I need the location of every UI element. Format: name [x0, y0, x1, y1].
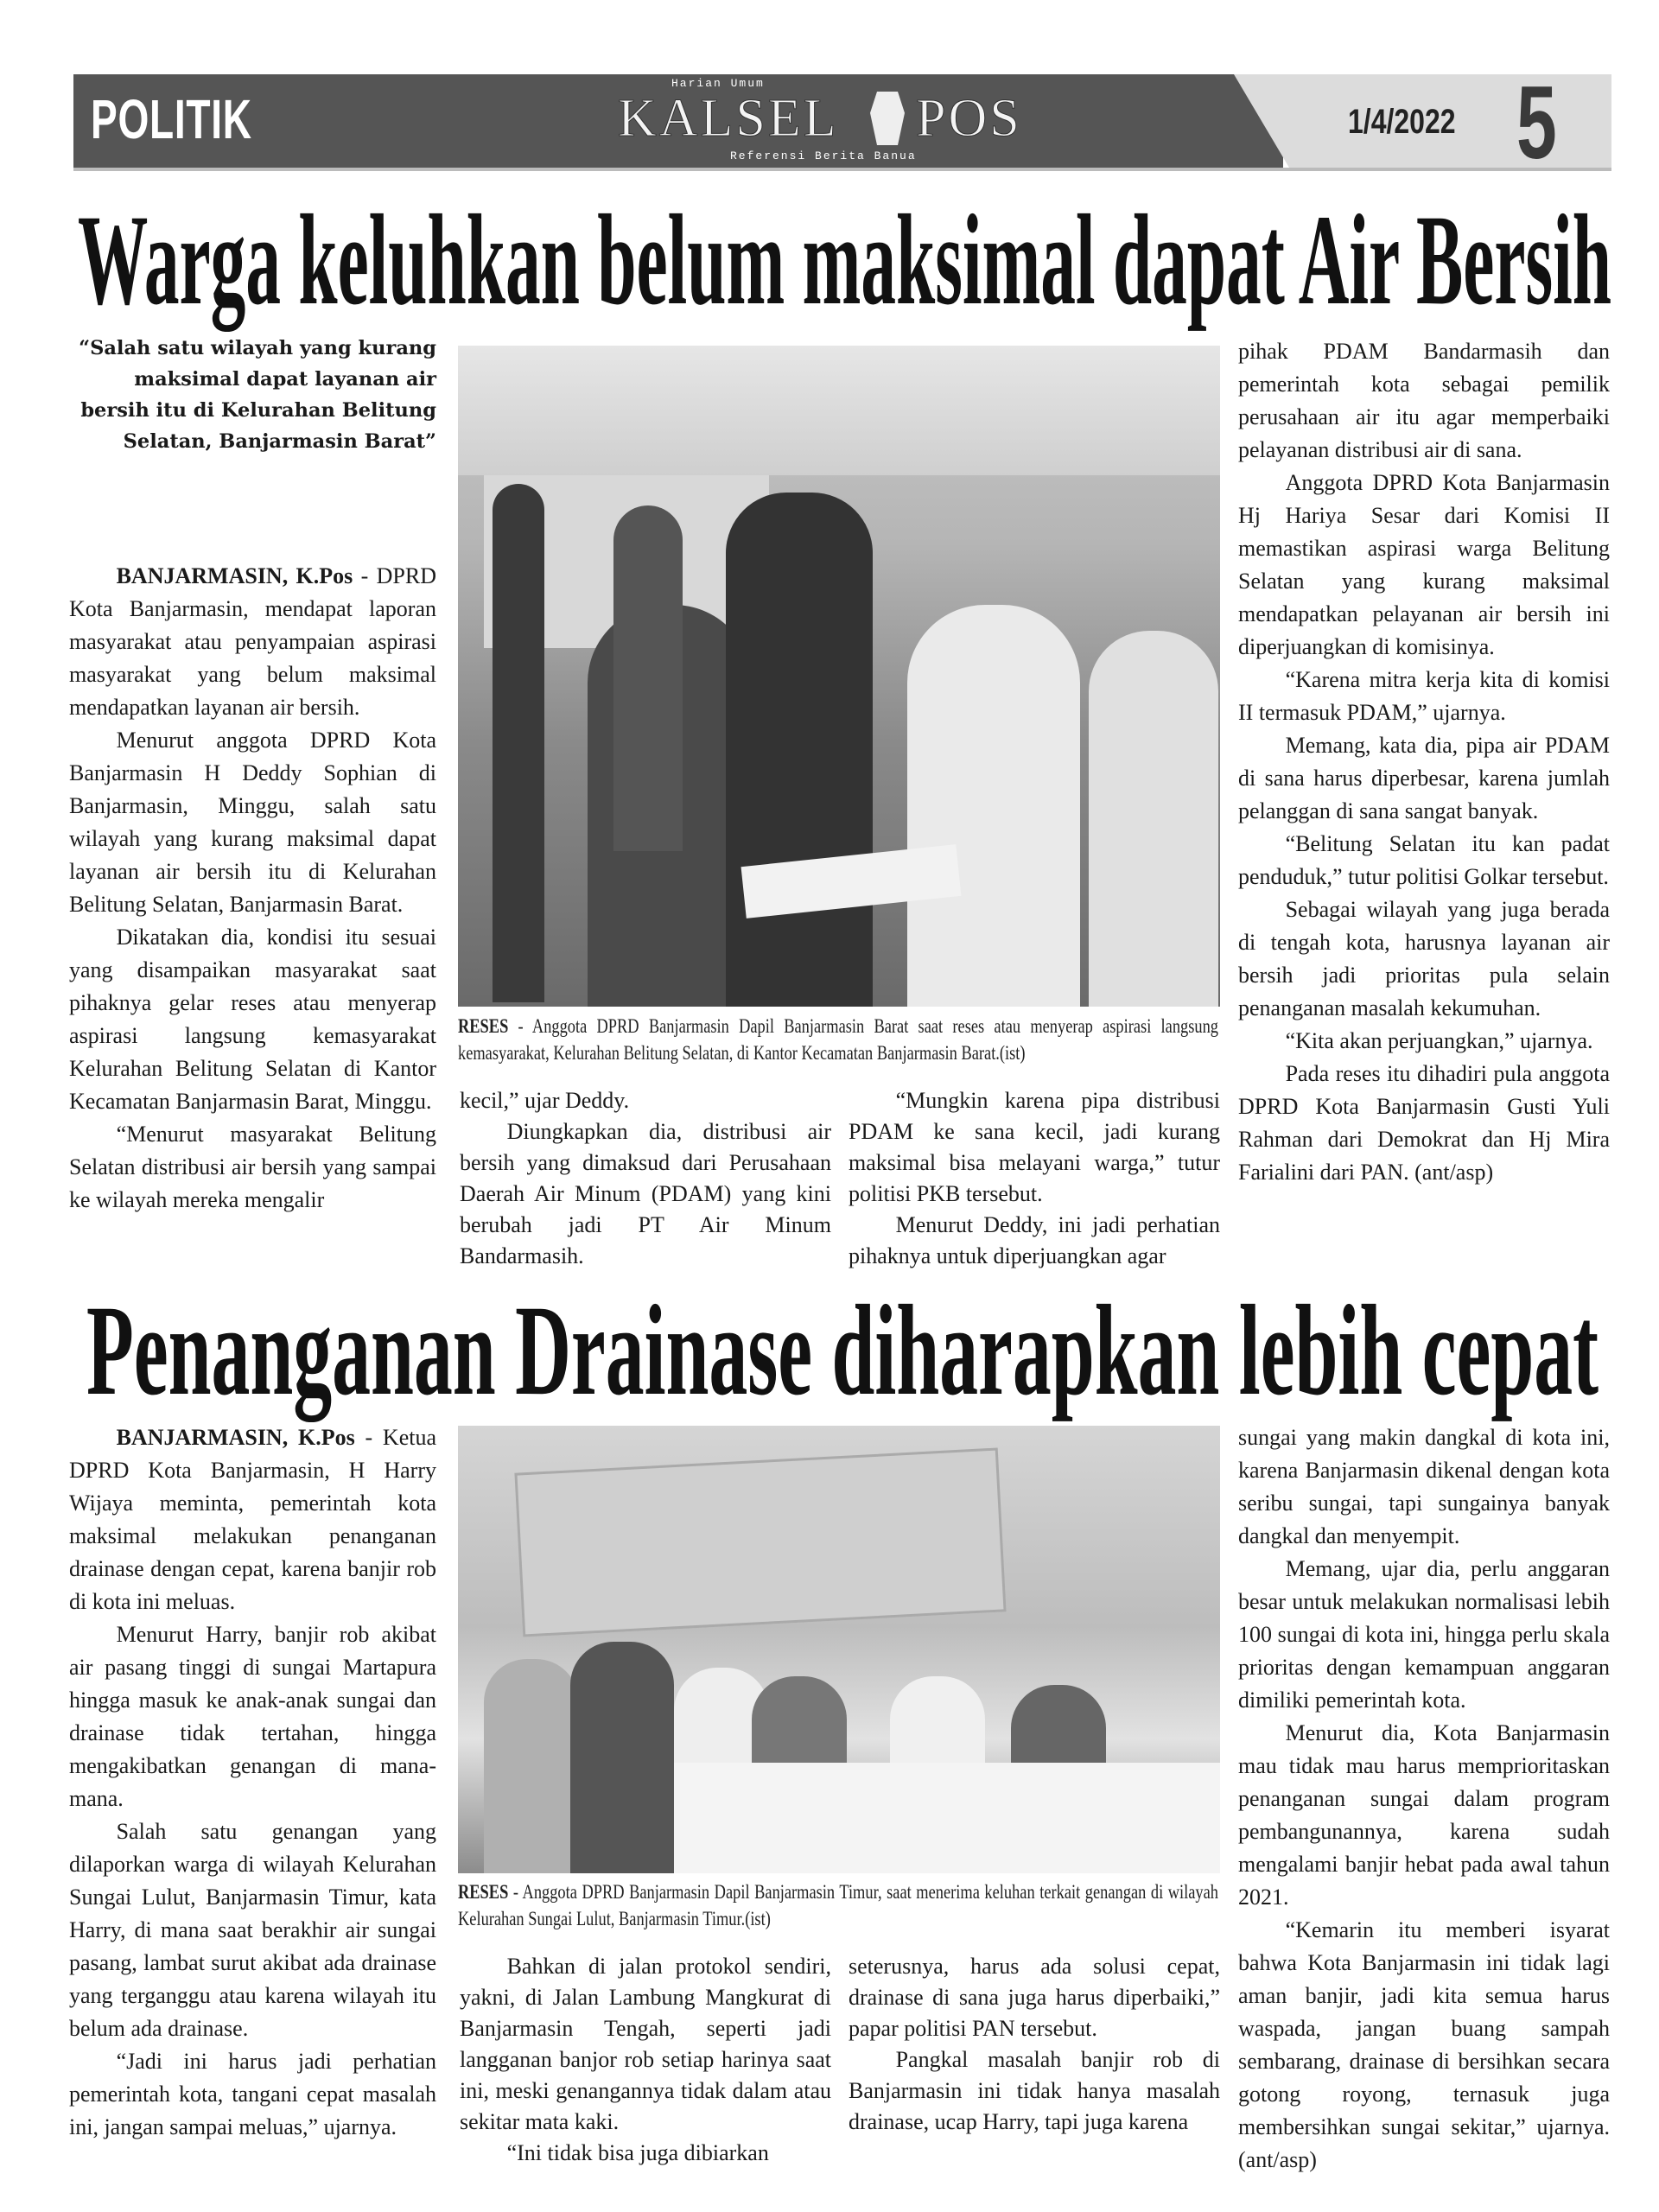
paragraph: Pada reses itu dihadiri pula anggota DPRD Kota Banjarmasin Gusti Yuli Rahman dari Demokrat dan Hj Mira Farialini dari PAN. (ant/asp)	[1238, 1061, 1610, 1185]
caption-text: - Anggota DPRD Banjarmasin Dapil Banjarmasin Barat saat reses atau menyerap aspirasi langsung kemasyarakat, Kelurahan Belitung Selatan, di Kantor Kecamatan Banjarmasin Barat.(ist)	[458, 1015, 1218, 1064]
paragraph: Pangkal masalah banjir rob di Banjarmasin ini tidak hanya masalah drainase, ucap Harry, tapi juga karena	[849, 2047, 1220, 2134]
section-label: POLITIK	[91, 88, 252, 150]
headline	[86, 1279, 1599, 1422]
article-photo	[458, 1426, 1220, 1873]
article-column	[849, 1951, 1220, 2138]
issue-date: 1/4/2022	[1348, 103, 1456, 141]
logo-emblem-icon	[870, 92, 905, 145]
headline	[78, 188, 1611, 332]
article-column	[69, 1421, 436, 2144]
masthead-logo	[618, 78, 1102, 166]
paragraph: kecil,” ujar Deddy.	[460, 1088, 630, 1113]
logo-tagline: Referensi Berita Banua	[730, 149, 917, 162]
page-number: 5	[1516, 65, 1557, 181]
paragraph: Salah satu genangan yang dilaporkan warga di wilayah Kelurahan Sungai Lulut, Banjarmasin Timur, kata Harry, di mana saat berakhir air sungai pasang, lambat surut akibat ada drainase yang terganggu atau karena wilayah itu belum ada drainase.	[69, 1819, 436, 2041]
paragraph	[69, 560, 436, 724]
paragraph: “Belitung Selatan itu kan padat penduduk,” tutur politisi Golkar tersebut.	[1238, 831, 1610, 889]
headline-text: Penanganan Drainase diharapkan lebih cepat	[86, 1279, 1599, 1422]
article-column	[69, 560, 436, 1217]
paragraph: Bahkan di jalan protokol sendiri, yakni, di Jalan Lambung Mangkurat di Banjarmasin Tengah, seperti jadi langganan banjor rob setiap harinya saat ini, meski genangannya tidak dalam atau sekitar mata kaki.	[460, 1954, 831, 2134]
paragraph: Diungkapkan dia, distribusi air bersih yang dimaksud dari Perusahaan Daerah Air Minum (PDAM) yang kini berubah jadi PT Air Minum Bandarmasih.	[460, 1119, 831, 1268]
paragraph: “Menurut masyarakat Belitung Selatan distribusi air bersih yang sampai ke wilayah mereka mengalir	[69, 1122, 436, 1212]
paragraph: Anggota DPRD Kota Banjarmasin Hj Hariya Sesar dari Komisi II memastikan aspirasi warga Belitung Selatan yang kurang maksimal mendapatkan pelayanan air bersih ini diperjuangkan di komisinya.	[1238, 470, 1610, 659]
header-rule	[73, 168, 1611, 171]
caption-label: RESES	[458, 1881, 509, 1903]
article-column	[1238, 1421, 1610, 2177]
paragraph: “Kita akan perjuangkan,” ujarnya.	[1285, 1028, 1593, 1053]
paragraph: pihak PDAM Bandarmasih dan pemerintah kota sebagai pemilik perusahaan air itu agar memperbaiki pelayanan distribusi air di sana.	[1238, 339, 1610, 462]
paragraph: Menurut dia, Kota Banjarmasin mau tidak mau harus memprioritaskan penanganan sungai dalam program pembangunannya, karena sudah mengalami banjir hebat pada awal tahun 2021.	[1238, 1720, 1610, 1910]
paragraph: “Kemarin itu memberi isyarat bahwa Kota Banjarmasin ini tidak lagi aman banjir, jadi kita semua harus waspada, jangan buang sampah sembarang, drainase di bersihkan secara gotong royong, ternasuk juga membersihkan sungai sekitar,” ujarnya.(ant/asp)	[1238, 1917, 1610, 2172]
paragraph: Menurut Deddy, ini jadi perhatian pihaknya untuk diperjuangkan agar	[849, 1212, 1220, 1268]
paragraph	[69, 1421, 436, 1618]
paragraph-text: - DPRD Kota Banjarmasin, mendapat laporan masyarakat atau penyampaian aspirasi masyarakat yang belum maksimal mendapatkan layanan air bersih.	[69, 563, 437, 720]
paragraph: “Karena mitra kerja kita di komisi II termasuk PDAM,” ujarnya.	[1238, 667, 1610, 725]
paragraph: Dikatakan dia, kondisi itu sesuai yang disampaikan masyarakat saat pihaknya gelar reses atau menyerap aspirasi langsung kemasyarakat Kelurahan Belitung Selatan di Kantor Kecamatan Banjarmasin Barat, Minggu.	[69, 925, 436, 1114]
paragraph: Memang, ujar dia, perlu anggaran besar untuk melakukan normalisasi lebih 100 sungai di kota ini, hingga perlu skala prioritas dengan kemampuan anggaran dimiliki pemerintah kota.	[1238, 1556, 1610, 1713]
paragraph: “Mungkin karena pipa distribusi PDAM ke sana kecil, jadi kurang maksimal bisa melayani warga,” tutur politisi PKB tersebut.	[849, 1088, 1220, 1206]
article-column	[1238, 335, 1610, 1189]
dateline: BANJARMASIN, K.Pos	[116, 1425, 355, 1450]
paragraph: Memang, kata dia, pipa air PDAM di sana harus diperbesar, karena jumlah pelanggan di sana sangat banyak.	[1238, 733, 1610, 823]
paragraph: seterusnya, harus ada solusi cepat, drainase di sana juga harus diperbaiki,” papar politisi PAN tersebut.	[849, 1954, 1220, 2041]
paragraph: sungai yang makin dangkal di kota ini, karena Banjarmasin dikenal dengan kota seribu sungai, tapi sungainya banyak dangkal dan menyempit.	[1238, 1425, 1610, 1548]
pull-quote: “Salah satu wilayah yang kurang maksimal dapat layanan air bersih itu di Kelurahan Belitung Selatan, Banjarmasin Barat”	[79, 337, 436, 453]
headline-text: Warga keluhkan belum maksimal dapat Air Bersih	[78, 188, 1611, 332]
article-column	[849, 1085, 1220, 1272]
caption-label: RESES	[458, 1015, 509, 1037]
article-column	[460, 1951, 831, 2169]
article-photo	[458, 346, 1220, 1007]
paragraph: “Jadi ini harus jadi perhatian pemerintah kota, tangani cepat masalah ini, jangan sampai meluas,” ujarnya.	[69, 2049, 436, 2139]
article-column	[460, 1085, 831, 1272]
dateline: BANJARMASIN, K.Pos	[116, 563, 353, 588]
logo-name-left: KALSEL	[618, 89, 839, 148]
photo-caption	[458, 1013, 1218, 1066]
caption-text: - Anggota DPRD Banjarmasin Dapil Banjarmasin Timur, saat menerima keluhan terkait genangan di wilayah Kelurahan Sungai Lulut, Banjarmasin Timur.(ist)	[458, 1881, 1218, 1929]
paragraph: Menurut anggota DPRD Kota Banjarmasin H Deddy Sophian di Banjarmasin, Minggu, salah satu wilayah yang kurang maksimal dapat layanan air bersih itu di Kelurahan Belitung Selatan, Banjarmasin Barat.	[69, 728, 436, 917]
paragraph: “Ini tidak bisa juga dibiarkan	[506, 2140, 769, 2165]
logo-top-line: Harian Umum	[671, 77, 765, 90]
paragraph: Menurut Harry, banjir rob akibat air pasang tinggi di sungai Martapura hingga masuk ke anak-anak sungai dan drainase tidak tertahan, hingga mengakibatkan genangan di mana-mana.	[69, 1622, 436, 1811]
logo-name-right: POS	[916, 89, 1022, 148]
photo-caption	[458, 1878, 1218, 1932]
paragraph-text: - Ketua DPRD Kota Banjarmasin, H Harry Wijaya meminta, pemerintah kota maksimal melakukan penanganan drainase dengan cepat, karena banjir rob di kota ini meluas.	[69, 1425, 436, 1614]
paragraph: Sebagai wilayah yang juga berada di tengah kota, harusnya layanan air bersih jadi prioritas pula selain penanganan masalah kekumuhan.	[1238, 897, 1610, 1020]
